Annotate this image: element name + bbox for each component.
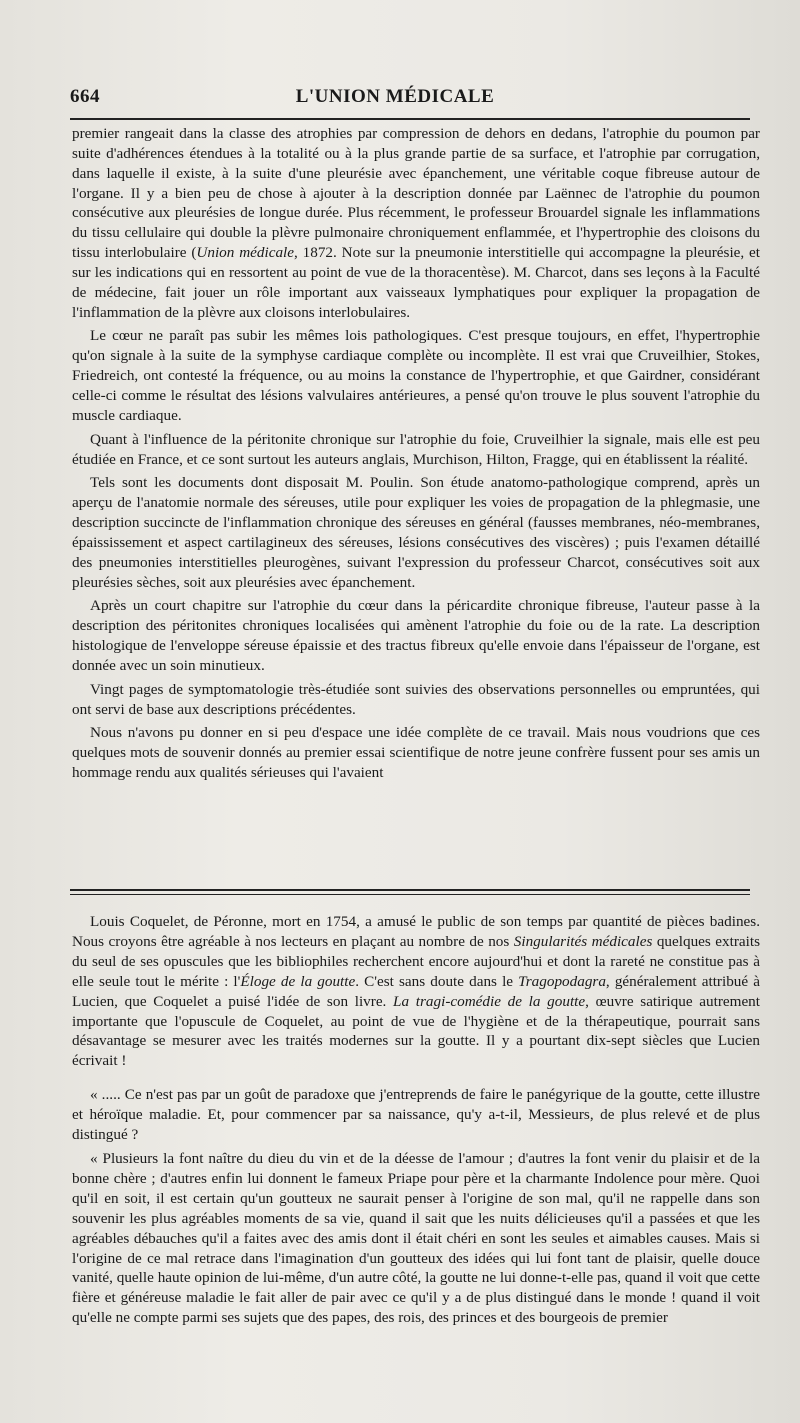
text-run: , généralement attribué à Lucien, que Coquelet a puisé l'idée de son livre. — [72, 972, 760, 1010]
page-number: 664 — [70, 86, 100, 107]
italic-text: Éloge de la goutte — [240, 972, 356, 990]
text-run: . C'est sans doute dans le — [355, 972, 519, 990]
italic-text: La tragi-comédie de la goutte — [393, 992, 586, 1010]
italic-text: Union médicale — [196, 244, 295, 262]
paragraph — [72, 124, 760, 322]
text-run: quelques extraits du seul de ses opuscules que les bibliophiles recherchent encore aujourd'hui et dont la rareté ne constitue pas à elle seule tout le mérite : l' — [72, 932, 760, 990]
paragraph: Tels sont les documents dont disposait M. Poulin. Son étude anatomo-pathologique comprend, après un aperçu de l'anatomie normale des séreuses, utile pour expliquer les voies de propagation de la phlegmasie, une description succincte de l'inflammation chronique des séreuses en général (fausses membranes, néo-membranes, épaississement et aspect cartilagineux des séreuses, lésions consécutives des viscères) ; puis l'examen détaillé des pneumonies interstitielles pleurogènes, suivant l'expression du professeur Charcot, consécutives soit aux pleurésies sèches, soit aux pleurésies avec épanchement. — [72, 474, 760, 591]
paragraph: Nous n'avons pu donner en si peu d'espace une idée complète de ce travail. Mais nous voudrions que ces quelques mots de souvenir donnés au premier essai scientifique de notre jeune confrère fussent pour ses amis un hommage rendu aux qualités sérieuses qui l'avaient — [72, 724, 760, 782]
quote-paragraph: « Plusieurs la font naître du dieu du vin et de la déesse de l'amour ; d'autres la font venir du plaisir et de la bonne chère ; d'autres enfin lui donnent le fameux Priape pour père et la charmante Indolence pour mère. Quoi qu'il en soit, il est certain qu'un goutteux ne saurait penser à l'origine de son mal, qu'il ne rappelle dans son souvenir les plus agréables moments de sa vie, quand il sait que les nuits délicieuses qu'il a passées et que les agréables débauches qu'il a faites avec des amis dont il était chéri en sont les seules et aimables causes. Mais si l'origine de ce mal retrace dans l'imagination d'un goutteux des idées qui lui font tant de plaisir, quelle douce vanité, quelle haute opinion de lui-même, d'un autre côté, la goutte ne lui donne-t-elle pas, quand il voit que cette fière et généreuse maladie le fait aller de pair avec ce qu'il y a de plus distingué dans le monde ! quand il voit qu'elle ne compte parmi ses sujets que des papes, des rois, des princes et des bourgeois de premier — [72, 1149, 760, 1327]
journal-title: L'UNION MÉDICALE — [295, 86, 495, 107]
italic-text: Singularités médicales — [513, 932, 653, 950]
text-run: , 1872. Note sur la pneumonie interstitielle qui accompagne la pleurésie, et sur les indications qui en ressortent au point de vue de la thoracentèse). M. Charcot, dans ses leçons à la Faculté de médecine, fait jouer un rôle important aux vaisseaux lymphatiques pour expliquer la propagation de l'inflammation de la plèvre aux cloisons interlobulaires. — [72, 244, 760, 321]
paragraph: Le cœur ne paraît pas subir les mêmes lois pathologiques. C'est presque toujours, en effet, l'hypertrophie qu'on signale à la suite de la symphyse cardiaque complète ou incomplète. Il est vrai que Cruveilhier, Stokes, Friedreich, ont contesté la fréquence, ou au moins la constance de l'hypertrophie, et que Gairdner, considérant celle-ci comme le résultat des lésions valvulaires antérieures, a pensé qu'on trouve le plus souvent l'atrophie du muscle cardiaque. — [72, 327, 760, 424]
section-divider — [70, 889, 750, 891]
section-divider-thin — [70, 894, 750, 895]
singularites-article — [72, 912, 760, 1332]
text-run: premier rangeait dans la classe des atrophies par compression de dehors en dedans, l'atrophie du poumon par suite d'adhérences étendues à la totalité ou à la plus grande partie de sa surface, et l'atrophie par corrugation, dans laquelle il existe, à la suite d'une pleurésie avec épanchement, une véritable coque fibreuse autour de l'organe. Il y a bien peu de chose à ajouter à la description donnée par Laënnec de l'atrophie du poumon consécutive aux pleurésies de longue durée. Plus récemment, le professeur Brouardel signale les inflammations du tissu cellulaire qui double la plèvre pulmonaire chroniquement enflammée, et l'hypertrophie des cloisons du tissu interlobulaire ( — [72, 125, 760, 262]
quote-paragraph: « ..... Ce n'est pas par un goût de paradoxe que j'entreprends de faire le panégyrique de la goutte, cette illustre et héroïque maladie. Et, pour commencer par sa naissance, qu'y a-t-il, Messieurs, de plus relevé et de plus distingué ? — [72, 1086, 760, 1144]
paragraph: Quant à l'influence de la péritonite chronique sur l'atrophie du foie, Cruveilhier la signale, mais elle est peu étudiée en France, et ce sont surtout les auteurs anglais, Murchison, Hilton, Fragge, qui en établissent la réalité. — [72, 430, 760, 468]
header-rule — [70, 118, 750, 120]
text-run: , œuvre satirique autrement importante que l'opuscule de Coquelet, au point de vue de l'hygiène et de la thérapeutique, pourrait sans désavantage se mesurer avec les traités modernes sur la goutte. Il y a pourtant dix-sept siècles que Lucien écrivait ! — [72, 992, 760, 1070]
paragraph: Vingt pages de symptomatologie très-étudiée sont suivies des observations personnelles ou empruntées, qui ont servi de base aux descriptions précédentes. — [72, 680, 760, 718]
paragraph — [72, 912, 760, 1071]
review-article — [72, 124, 760, 787]
text-run: Louis Coquelet, de Péronne, mort en 1754, a amusé le public de son temps par quantité de pièces badines. Nous croyons être agréable à nos lecteurs en plaçant au nombre de nos — [72, 913, 760, 950]
italic-text: Tragopodagra — [518, 972, 606, 990]
page-header — [70, 80, 750, 114]
paragraph: Après un court chapitre sur l'atrophie du cœur dans la péricardite chronique fibreuse, l'auteur passe à la description des péritonites chroniques localisées qui amènent l'atrophie du foie ou de la rate. La description histologique de l'enveloppe séreuse épaissie et des tractus fibreux qu'elle envoie dans l'épaisseur de l'organe, est donnée avec un soin minutieux. — [72, 597, 760, 674]
